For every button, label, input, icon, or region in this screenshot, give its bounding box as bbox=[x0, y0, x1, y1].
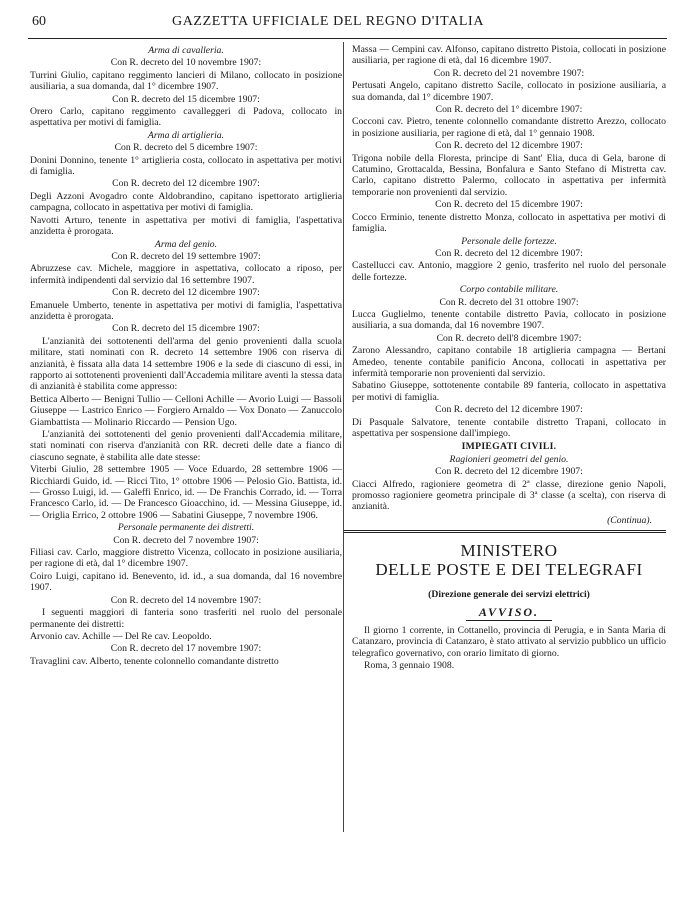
section-heading: Arma del genio. bbox=[154, 238, 218, 250]
decree-line: Con R. decreto del 12 dicembre 1907: bbox=[435, 247, 583, 259]
paragraph: Arvonio cav. Achille — Del Re cav. Leopoldo. bbox=[30, 630, 212, 642]
paragraph: Pertusati Angelo, capitano distretto Sacile, collocato in posizione ausiliaria, a sua domanda, dal 1° dicembre 1907. bbox=[352, 80, 666, 103]
section-heading: Personale delle fortezze. bbox=[461, 235, 557, 247]
decree-line: Con R. decreto del 12 dicembre 1907: bbox=[435, 404, 583, 416]
notice-rule bbox=[466, 620, 552, 621]
decree-line: Con R. decreto del 1° dicembre 1907: bbox=[435, 104, 583, 116]
paragraph: Di Pasquale Salvatore, tenente contabile distretto Trapani, collocato in aspettativa per sospensione dall'impiego. bbox=[352, 416, 666, 439]
decree-line: Con R. decreto del 12 dicembre 1907: bbox=[112, 178, 260, 190]
ministry-department: (Direzione generale dei servizi elettrici) bbox=[428, 589, 590, 601]
paragraph: Travaglini cav. Alberto, tenente colonnello comandante distretto bbox=[30, 655, 279, 667]
notice-title: AVVISO. bbox=[478, 604, 540, 619]
decree-line: Con R. decreto del 15 dicembre 1907: bbox=[435, 199, 583, 211]
section-double-rule bbox=[344, 530, 666, 533]
paragraph: I seguenti maggiori di fanteria sono trasferiti nel ruolo del personale permanente dei distretti: bbox=[30, 607, 342, 630]
paragraph: Sabatino Giuseppe, sottotenente contabile 89 fanteria, collocato in aspettativa per motivi di famiglia. bbox=[352, 380, 666, 403]
left-column bbox=[30, 44, 342, 668]
decree-line: Con R. decreto del 15 dicembre 1907: bbox=[112, 323, 260, 335]
paragraph: Lucca Guglielmo, tenente contabile distretto Pavia, collocato in posizione ausiliaria, a sua domanda, dal 16 novembre 1907. bbox=[352, 308, 666, 332]
decree-line: Con R. decreto del 19 settembre 1907: bbox=[111, 250, 261, 262]
paragraph: Ciacci Alfredo, ragioniere geometra di 2ª classe, direzione genio Napoli, promosso ragioniere geometra principale di 3ª classe (a scelta), con riserva di anzianità. bbox=[352, 478, 666, 513]
paragraph: L'anzianità dei sottotenenti del genio provenienti dall'Accademia militare, stati nominati con riserva d'anzianità con RR. decreti delle date a fianco di ciascuno segnate, è stabilita alle date stesse: bbox=[30, 429, 342, 463]
paragraph: Viterbi Giulio, 28 settembre 1905 — Voce Eduardo, 28 settembre 1906 — Ricchiardi Guido, id. — Ricci Tito, 1° ottobre 1906 — Pelosio Gio. Battista, id. — Grosso Luigi, id. — Galeffi Enrico, id. — De Franchis Corrado, id. — Torra Francesco Carlo, id. — De Francesco Gioacchino, id. — Messina Giuseppe, id. — Origlia Errico, 2 ottobre 1906 — Sabatini Giuseppe, 7 novembre 1906. bbox=[30, 464, 342, 521]
notice-signature: Roma, 3 gennaio 1908. bbox=[364, 660, 455, 672]
paragraph: Cocco Erminio, tenente distretto Monza, collocato in aspettativa per motivi di famiglia. bbox=[352, 211, 666, 235]
section-heading: Arma di artiglieria. bbox=[147, 129, 225, 141]
decree-line: Con R. decreto del 31 ottobre 1907: bbox=[439, 296, 579, 308]
paragraph: Orero Carlo, capitano reggimento cavalleggeri di Padova, collocato in aspettativa per motivi di famiglia. bbox=[30, 106, 342, 129]
newspaper-title: GAZZETTA UFFICIALE DEL REGNO D'ITALIA bbox=[172, 14, 485, 29]
decree-line: Con R. decreto del 12 dicembre 1907: bbox=[435, 466, 583, 478]
paragraph: Abruzzese cav. Michele, maggiore in aspettativa, collocato a riposo, per infermità indipendenti dal servizio dal 16 settembre 1907. bbox=[30, 263, 342, 286]
section-heading: Personale permanente dei distretti. bbox=[117, 522, 255, 534]
section-heading: Corpo contabile militare. bbox=[459, 284, 559, 296]
right-column-entries bbox=[352, 44, 666, 526]
decree-line: Con R. decreto del 17 novembre 1907: bbox=[110, 643, 262, 655]
paragraph: Navotti Arturo, tenente in aspettativa per motivi di famiglia, l'aspettativa anzidetta è prorogata. bbox=[30, 214, 342, 238]
section-heading: Arma di cavalleria. bbox=[148, 45, 224, 56]
right-column bbox=[352, 44, 666, 672]
paragraph: Coiro Luigi, capitano id. Benevento, id. id., a sua domanda, dal 16 novembre 1907. bbox=[30, 570, 342, 594]
continuation-note: (Continua). bbox=[607, 514, 652, 526]
column-divider bbox=[343, 42, 344, 832]
decree-line: Con R. decreto del 5 dicembre 1907: bbox=[114, 142, 258, 154]
page-number: 60 bbox=[32, 14, 46, 29]
decree-line: Con R. decreto del 10 novembre 1907: bbox=[110, 57, 262, 69]
paragraph: Castellucci cav. Antonio, maggiore 2 genio, trasferito nel ruolo del personale delle fortezze. bbox=[352, 260, 666, 283]
paragraph: Zarono Alessandro, capitano contabile 18 artiglieria campagna — Bertani Amedeo, tenente contabile panificio Ancona, collocati in aspettativa per infermità temporarie non provenienti dal servizio. bbox=[352, 345, 666, 379]
notice-body: Il giorno 1 corrente, in Cottanello, provincia di Perugia, e in Santa Maria di Catanzaro, provincia di Catanzaro, è stato attivato al servizio pubblico un ufficio telegrafico governativo, con orario limitato di giorno. bbox=[352, 625, 666, 659]
paragraph: Donini Donnino, tenente 1° artiglieria costa, collocato in aspettativa per motivi di famiglia. bbox=[30, 154, 342, 178]
section-heading: Ragionieri geometri del genio. bbox=[449, 453, 569, 465]
decree-line: Con R. decreto del 12 dicembre 1907: bbox=[435, 140, 583, 152]
decree-line: Con R. decreto dell'8 dicembre 1907: bbox=[436, 332, 582, 344]
decree-line: Con R. decreto del 12 dicembre 1907: bbox=[112, 287, 260, 299]
ministry-title-line2: DELLE POSTE E DEI TELEGRAFI bbox=[375, 560, 643, 580]
decree-line: Con R. decreto del 21 novembre 1907: bbox=[433, 67, 585, 79]
paragraph: Cocconi cav. Pietro, tenente colonnello comandante distretto Arezzo, collocato in posizione ausiliaria, per ragione di età, dal 1° gennaio 1908. bbox=[352, 116, 666, 139]
paragraph: L'anzianità dei sottotenenti dell'arma del genio provenienti dalla scuola militare, stati nominati con R. decreto 14 settembre 1906 con riserva di anzianità, è fissata alla data 14 settembre 1906 e la sede di ciascuno di essi, in rapporto ai sottotenenti provenienti dall'Accademia militare aventi la stessa data di anzianità è stabilita come appresso: bbox=[30, 335, 342, 393]
header-rule bbox=[28, 38, 667, 39]
section-title: IMPIEGATI CIVILI. bbox=[461, 441, 557, 453]
paragraph: Massa — Cempini cav. Alfonso, capitano distretto Pistoia, collocati in posizione ausiliaria, per ragione di età, dal 16 dicembre 1907. bbox=[352, 44, 666, 67]
paragraph: Degli Azzoni Avogadro conte Aldobrandino, capitano ispettorato artiglieria campagna, collocato in aspettativa per motivi di famiglia. bbox=[30, 190, 342, 214]
paragraph: Emanuele Umberto, tenente in aspettativa per motivi di famiglia, l'aspettativa anzidetta è prorogata. bbox=[30, 299, 342, 322]
decree-line: Con R. decreto del 15 dicembre 1907: bbox=[112, 93, 260, 105]
paragraph: Bettica Alberto — Benigni Tullio — Celloni Achille — Avorio Luigi — Bassoli Giuseppe — Lastrico Enrico — Forgiero Arnaldo — Vox Donato — Zanuccolo Giambattista — Molinario Riccardo — Pension Ugo. bbox=[30, 393, 342, 428]
paragraph: Turrini Giulio, capitano reggimento lancieri di Milano, collocato in posizione ausiliaria, a sua domanda, dal 1° dicembre 1907. bbox=[30, 69, 342, 93]
decree-line: Con R. decreto del 7 novembre 1907: bbox=[113, 534, 259, 546]
ministry-title-line1: MINISTERO bbox=[460, 541, 558, 561]
decree-line: Con R. decreto del 14 novembre 1907: bbox=[110, 594, 262, 606]
paragraph: Trigona nobile della Floresta, principe di Sant' Elia, duca di Gela, barone di Catumino, Grottacalda, Bessina, Bonfalura e Santo Stefano di Mistretta cav. Carlo, capitano distretto Palermo, collocato in aspettativa per infermità temporarie non provenienti dal servizio. bbox=[352, 152, 666, 198]
paragraph: Filiasi cav. Carlo, maggiore distretto Vicenza, collocato in posizione ausiliaria, per ragione di età, dal 1° dicembre 1907. bbox=[30, 547, 342, 570]
